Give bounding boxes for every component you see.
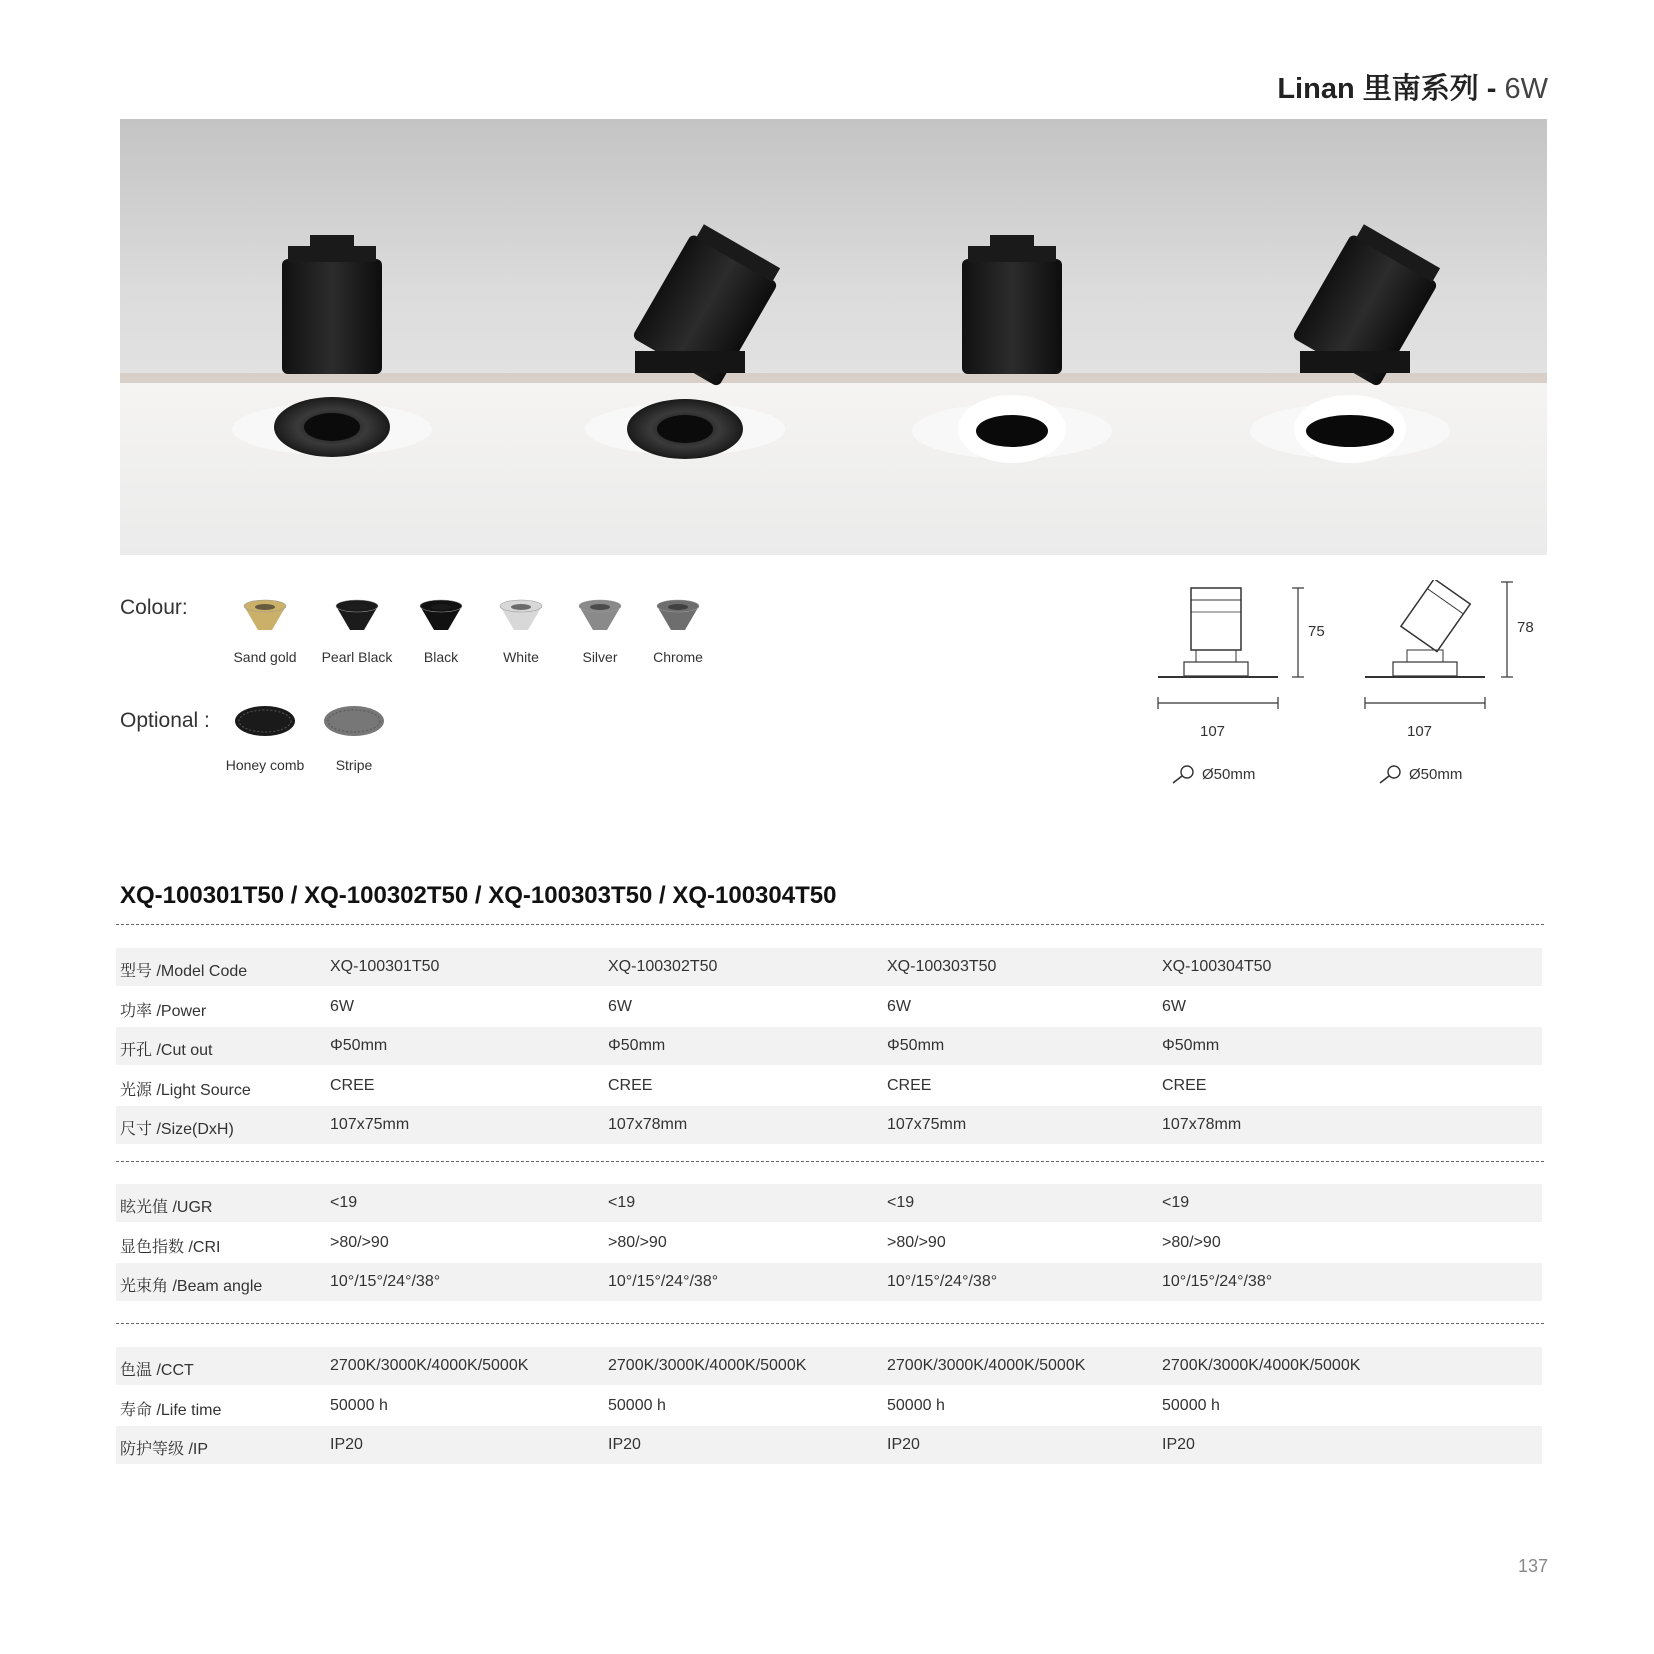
table-cell: Φ50mm — [330, 1037, 388, 1054]
table-row — [116, 1347, 1542, 1385]
table-cell: CREE — [330, 1077, 375, 1094]
table-cell: Φ50mm — [887, 1037, 945, 1054]
page-title — [1277, 66, 1548, 107]
dashed-divider — [116, 924, 1544, 925]
page-number: 137 — [1517, 1556, 1548, 1576]
row-label: 开孔 /Cut out — [120, 1042, 213, 1059]
swatch-label: White — [503, 649, 539, 665]
product-hero-image — [120, 119, 1547, 555]
swatch-2-icon — [414, 592, 468, 636]
table-cell: 50000 h — [608, 1397, 666, 1414]
swatch-label: Pearl Black — [321, 649, 393, 665]
table-row — [116, 1106, 1542, 1144]
table-row — [116, 988, 1542, 1026]
table-cell: XQ-100304T50 — [1162, 958, 1272, 975]
table-cell: 107x78mm — [608, 1116, 688, 1133]
optional-label: Optional : — [120, 709, 210, 732]
dimension-cutout: Ø50mm — [1409, 766, 1463, 783]
colour-label: Colour: — [120, 596, 188, 619]
row-label: 显色指数 /CRI — [120, 1239, 221, 1256]
swatch-1-icon — [330, 592, 384, 636]
table-cell: Φ50mm — [608, 1037, 666, 1054]
row-label: 光源 /Light Source — [120, 1082, 251, 1099]
honeycomb-icon — [233, 703, 297, 739]
table-row — [116, 948, 1542, 986]
table-cell: CREE — [608, 1077, 653, 1094]
table-cell: 6W — [330, 998, 354, 1015]
row-label: 寿命 /Life time — [120, 1402, 222, 1419]
dimension-height: 75 — [1308, 623, 1325, 640]
row-label: 色温 /CCT — [120, 1362, 194, 1379]
table-cell: 10°/15°/24°/38° — [608, 1273, 719, 1290]
dimension-height: 78 — [1517, 619, 1534, 636]
table-cell: IP20 — [330, 1436, 363, 1453]
table-cell: XQ-100301T50 — [330, 958, 440, 975]
row-label: 防护等级 /IP — [120, 1441, 209, 1458]
lamp-1 — [232, 235, 432, 457]
swatch-5-icon — [651, 592, 705, 636]
table-row — [116, 1387, 1542, 1425]
row-label: 型号 /Model Code — [120, 963, 248, 980]
table-row — [116, 1027, 1542, 1065]
table-row — [116, 1426, 1542, 1464]
table-cell: CREE — [1162, 1077, 1207, 1094]
dimension-cutout: Ø50mm — [1202, 766, 1256, 783]
table-cell: 50000 h — [330, 1397, 388, 1414]
table-cell: 2700K/3000K/4000K/5000K — [330, 1357, 529, 1374]
table-row — [116, 1224, 1542, 1262]
table-cell: 50000 h — [887, 1397, 945, 1414]
table-cell: <19 — [608, 1194, 636, 1211]
optional-label-item: Honey comb — [225, 757, 305, 773]
table-cell: 2700K/3000K/4000K/5000K — [1162, 1357, 1361, 1374]
table-cell: 6W — [1162, 998, 1186, 1015]
table-cell: 107x78mm — [1162, 1116, 1242, 1133]
table-row — [116, 1184, 1542, 1222]
dimension-width: 107 — [1200, 723, 1226, 740]
table-cell: XQ-100302T50 — [608, 958, 718, 975]
series-name: Linan 里南系列 - — [1277, 73, 1497, 105]
table-cell: 2700K/3000K/4000K/5000K — [887, 1357, 1086, 1374]
dashed-divider — [116, 1161, 1544, 1162]
swatch-label: Sand gold — [233, 649, 297, 665]
table-cell: IP20 — [1162, 1436, 1195, 1453]
table-cell: XQ-100303T50 — [887, 958, 997, 975]
swatch-0-icon — [238, 592, 292, 636]
table-cell: >80/>90 — [887, 1234, 946, 1251]
table-cell: 6W — [608, 998, 632, 1015]
cutout-icon — [1377, 764, 1403, 784]
swatch-label: Black — [423, 649, 459, 665]
lamp-2 — [585, 221, 785, 459]
table-cell: 2700K/3000K/4000K/5000K — [608, 1357, 807, 1374]
table-cell: <19 — [1162, 1194, 1190, 1211]
dimension-drawing-fixed — [1150, 580, 1330, 790]
table-row — [116, 1263, 1542, 1301]
lamp-3 — [912, 235, 1112, 463]
table-cell: IP20 — [608, 1436, 641, 1453]
stripe-icon — [322, 703, 386, 739]
table-cell: <19 — [330, 1194, 358, 1211]
table-cell: 10°/15°/24°/38° — [330, 1273, 441, 1290]
table-cell: 50000 h — [1162, 1397, 1220, 1414]
series-wattage: 6W — [1504, 73, 1548, 105]
table-cell: 10°/15°/24°/38° — [1162, 1273, 1273, 1290]
swatch-4-icon — [573, 592, 627, 636]
table-title: XQ-100301T50 / XQ-100302T50 / XQ-100303T50 / XQ-100304T50 — [120, 882, 837, 909]
table-cell: 6W — [887, 998, 911, 1015]
table-cell: >80/>90 — [330, 1234, 389, 1251]
dimension-drawing-tilted — [1357, 580, 1537, 790]
table-cell: IP20 — [887, 1436, 920, 1453]
row-label: 尺寸 /Size(DxH) — [120, 1121, 234, 1138]
table-cell: >80/>90 — [1162, 1234, 1221, 1251]
optional-label-item: Stripe — [335, 757, 373, 773]
table-cell: 107x75mm — [887, 1116, 967, 1133]
table-row — [116, 1067, 1542, 1105]
table-cell: CREE — [887, 1077, 932, 1094]
table-cell: 10°/15°/24°/38° — [887, 1273, 998, 1290]
row-label: 光束角 /Beam angle — [120, 1278, 263, 1295]
row-label: 眩光值 /UGR — [120, 1199, 213, 1216]
dimension-width: 107 — [1407, 723, 1433, 740]
table-cell: >80/>90 — [608, 1234, 667, 1251]
swatch-label: Chrome — [653, 649, 703, 665]
cutout-icon — [1170, 764, 1196, 784]
swatch-3-icon — [494, 592, 548, 636]
lamp-4 — [1250, 221, 1450, 463]
table-cell: 107x75mm — [330, 1116, 410, 1133]
row-label: 功率 /Power — [120, 1003, 207, 1020]
dashed-divider — [116, 1323, 1544, 1324]
table-cell: Φ50mm — [1162, 1037, 1220, 1054]
swatch-label: Silver — [582, 649, 618, 665]
table-cell: <19 — [887, 1194, 915, 1211]
